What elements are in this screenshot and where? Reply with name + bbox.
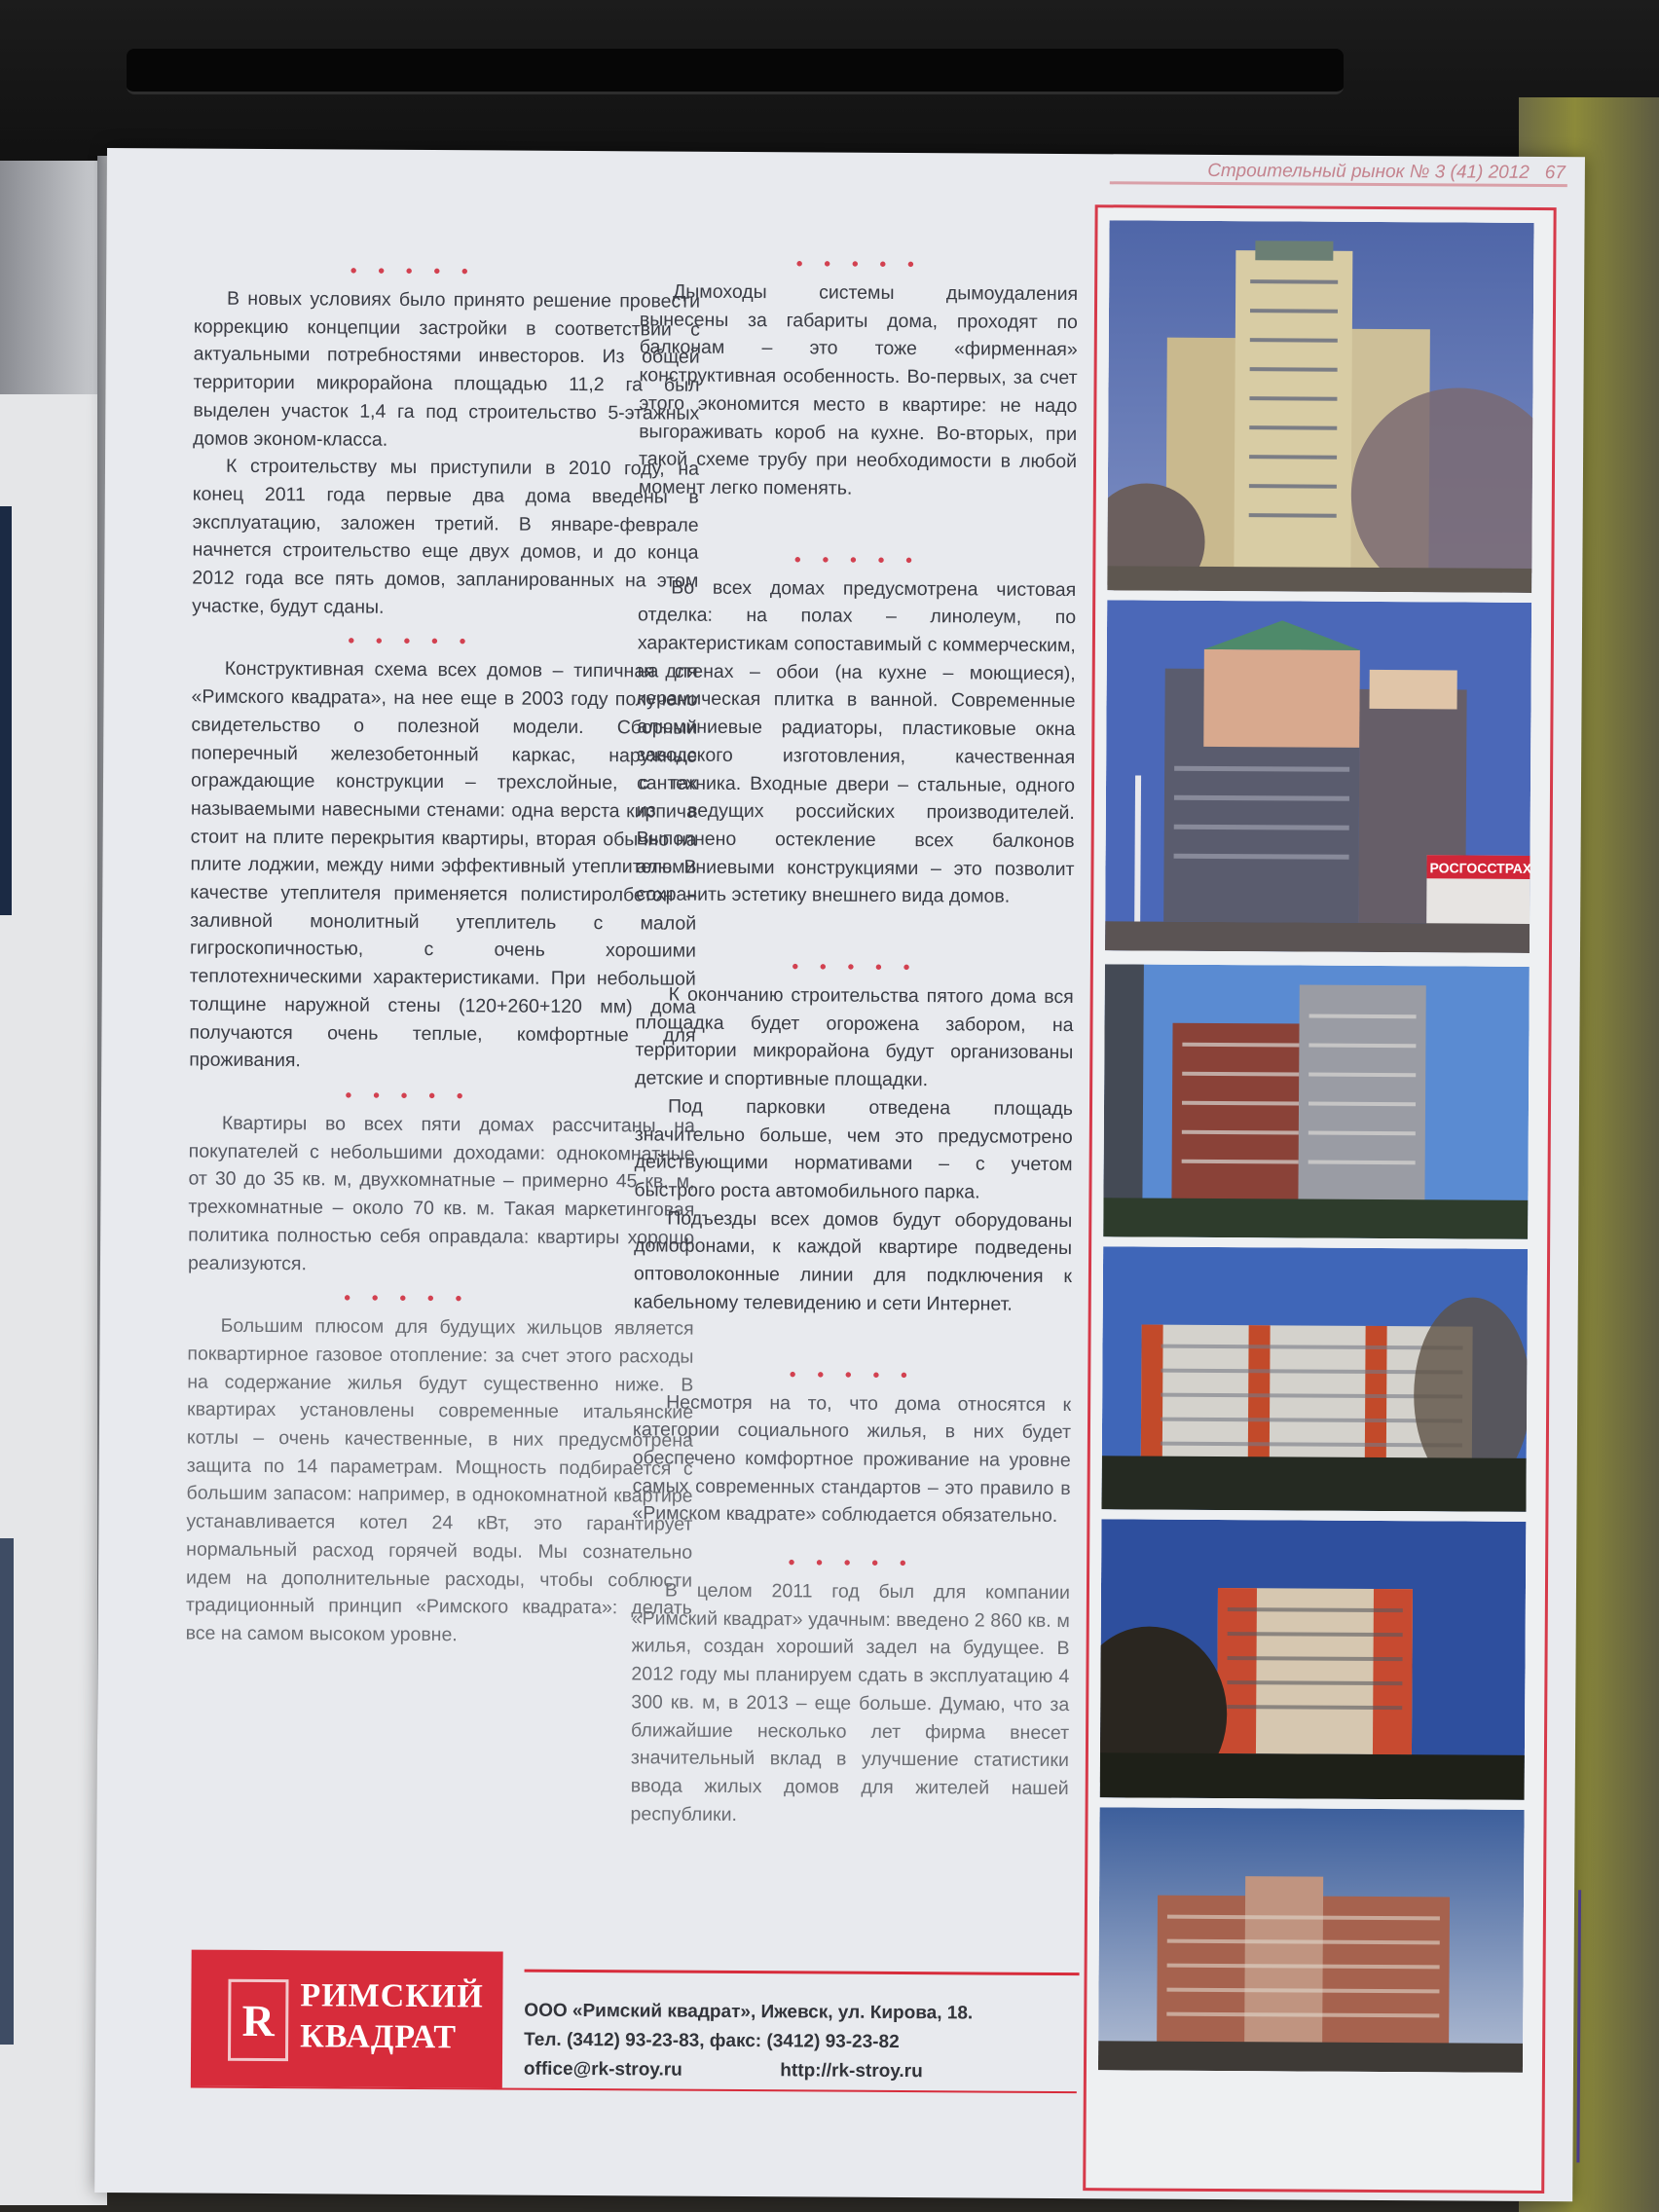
paragraph: К строительству мы приступили в 2010 году, на конец 2011 года первые два дома введены в эксплуатацию, заложен третий. В январе-феврале начнется строительство еще двух домов, и до конца 2012 года все пять домов, запланированных на этом участке, будут сданы. <box>192 455 700 618</box>
photo-building-rosgosstrakh <box>1105 600 1531 953</box>
company-address: ООО «Римский квадрат», Ижевск, ул. Кирова, 18. <box>524 2000 974 2024</box>
header-title: Строительный рынок № 3 (41) 2012 <box>1207 160 1530 183</box>
paragraph: В целом 2011 год был для компании «Римский квадрат» удачным: введено 2 860 кв. м жилья, создан хороший задел на будущее. В 2012 году мы планируем сдать в эксплуатацию 4 300 кв. м, в 2013 – еще больше. Думаю, что за ближайшие несколько лет фирма внесет значительный вклад в улучшение статистики ввода жилых домов для жителей нашей республики. <box>630 1579 1071 1825</box>
logo-line-2: КВАДРАТ <box>300 2018 458 2056</box>
page-header <box>1207 161 1566 184</box>
separator: • • • • • <box>795 253 922 276</box>
paragraph: Конструктивная схема всех домов – типичная для «Римского квадрата», на нее еще в 2003 году получено свидетельство о полезной модели. Сборный поперечный железобетонный каркас, наружные ограждающие конструкции – трехслойные, с так называемыми навесными стенами: одна верста кирпича стоит на плите перекрытия квартиры, вторая обычно на плите лоджии, между ними эффективный утеплитель. В качестве утеплителя применяется полистиролбетон – заливной монолитный утеплитель с малой гигроскопичностью, с очень хорошими теплотехническими характеристиками. При небольшой толщине наружной стены (120+260+120 мм) дома получаются очень теплые, комфортные для проживания. <box>189 658 698 1072</box>
page-number: 67 <box>1544 163 1566 184</box>
separator: • • • • • <box>344 1287 470 1310</box>
paragraph: К окончанию строительства пятого дома вся площадка будет огорожена забором, на территории микрорайона будут организованы детские и спортивные площадки. <box>635 983 1074 1091</box>
paragraph: Несмотря на то, что дома относятся к категории социального жилья, в них будет обеспечено комфортное проживание на уровне самых современных стандартов – это правило в «Римском квадрате» соблюдается обязательно. <box>632 1391 1072 1528</box>
company-contacts <box>524 1997 1070 2087</box>
photo-building-evening <box>1100 1519 1527 1800</box>
company-website[interactable]: http://rk-stroy.ru <box>780 2060 923 2083</box>
folder-zipper <box>127 49 1344 94</box>
separator: • • • • • <box>792 956 918 979</box>
photo-highrise-tower <box>1107 220 1533 593</box>
separator: • • • • • <box>345 1085 471 1108</box>
company-logo-mark: R <box>228 1979 289 2061</box>
separator: • • • • • <box>350 260 476 283</box>
rosgosstrakh-sign: РОСГОССТРАХ <box>1429 860 1532 876</box>
footer-rule <box>525 1970 1080 1975</box>
separator: • • • • • <box>789 1363 916 1386</box>
photo-brick-buildings <box>1103 964 1530 1239</box>
text-column-1 <box>186 256 701 1651</box>
paragraph: Под парковки отведена площадь значительно больше, чем это предусмотрено действующими нормативами – с учетом быстрого роста автомобильного парка. <box>634 1095 1074 1203</box>
text-column-2 <box>630 248 1078 1830</box>
footer-bottom-rule <box>191 2086 1077 2094</box>
paragraph: Подъезды всех домов будут оборудованы домофонами, к каждой квартире подведены оптоволоконные линии для подключения к кабельному телевидению и сети Интернет. <box>633 1207 1073 1315</box>
company-email[interactable]: office@rk-stroy.ru <box>523 2058 682 2081</box>
separator: • • • • • <box>793 548 921 571</box>
photo-housing-complex <box>1101 1246 1528 1512</box>
magazine-page <box>94 148 1585 2201</box>
paragraph: Во всех домах предусмотрена чистовая отделка: на полах – линолеум, по характеристикам сопоставимый с коммерческим, на стенах – обои (на кухне – моющиеся), керамическая плитка в ванной. Современные алюминиевые радиаторы, пластиковые окна заводского изготовления, качественная сантехника. Входные двери – стальные, одного из ведущих российских производителей. Выполнено остекление всех балконов алюминиевыми конструкциями – это позволит сохранить эстетику внешнего вида домов. <box>636 576 1077 908</box>
company-logo-text <box>300 1975 484 2058</box>
company-web <box>524 2055 1069 2087</box>
photo-building-sky <box>1098 1807 1525 2073</box>
separator: • • • • • <box>348 630 474 653</box>
paragraph: В новых условиях было принято решение провести коррекцию концепции застройки в соответствии с актуальными потребностями инвесторов. Из общей территории микрорайона площадью 11,2 га был выделен участок 1,4 га под строительство 5-этажных домов эконом-класса. <box>193 287 701 451</box>
left-page-inner <box>0 394 107 2205</box>
paragraph: Большим плюсом для будущих жильцов является поквартирное газовое отопление: за счет этого расходы на содержание жилья будут существенно ниже. В квартирах установлены современные итальянские котлы – очень качественные, в них предусмотрена защита по 14 параметрам. Мощность подбирается с большим запасом: например, в однокомнатной квартире устанавливается котел 24 кВт, это гарантирует нормальный расход горячей воды. Мы сознательно идем на дополнительные расходы, чтобы соблюсти традиционный принцип «Римского квадрата»: делать все на самом высоком уровне. <box>185 1314 694 1646</box>
separator: • • • • • <box>788 1552 914 1575</box>
logo-line-1: РИМСКИЙ <box>300 1977 484 2015</box>
company-phones: Тел. (3412) 93-23-83, факс: (3412) 93-23-82 <box>524 2029 900 2053</box>
left-page-strip <box>0 506 12 915</box>
left-page-strip-lower <box>0 1538 14 2045</box>
paragraph: Дымоходы системы дымоудаления вынесены за габариты дома, проходят по балконам – это тоже «фирменная» конструктивная особенность. Во-первых, за счет этого экономится место в квартире: не надо выгораживать короб на кухне. Во-вторых, при такой схеме трубу при необходимости в любой момент легко поменять. <box>638 280 1079 499</box>
paragraph: Квартиры во всех пяти домах рассчитаны на покупателей с небольшими доходами: однокомнатные от 30 до 35 кв. м, двухкомнатные – примерно 45 кв. м, трехкомнатные – около 70 кв. м. Такая маркетинговая политика полностью себя оправдала: квартиры хорошо реализуются. <box>187 1112 695 1274</box>
